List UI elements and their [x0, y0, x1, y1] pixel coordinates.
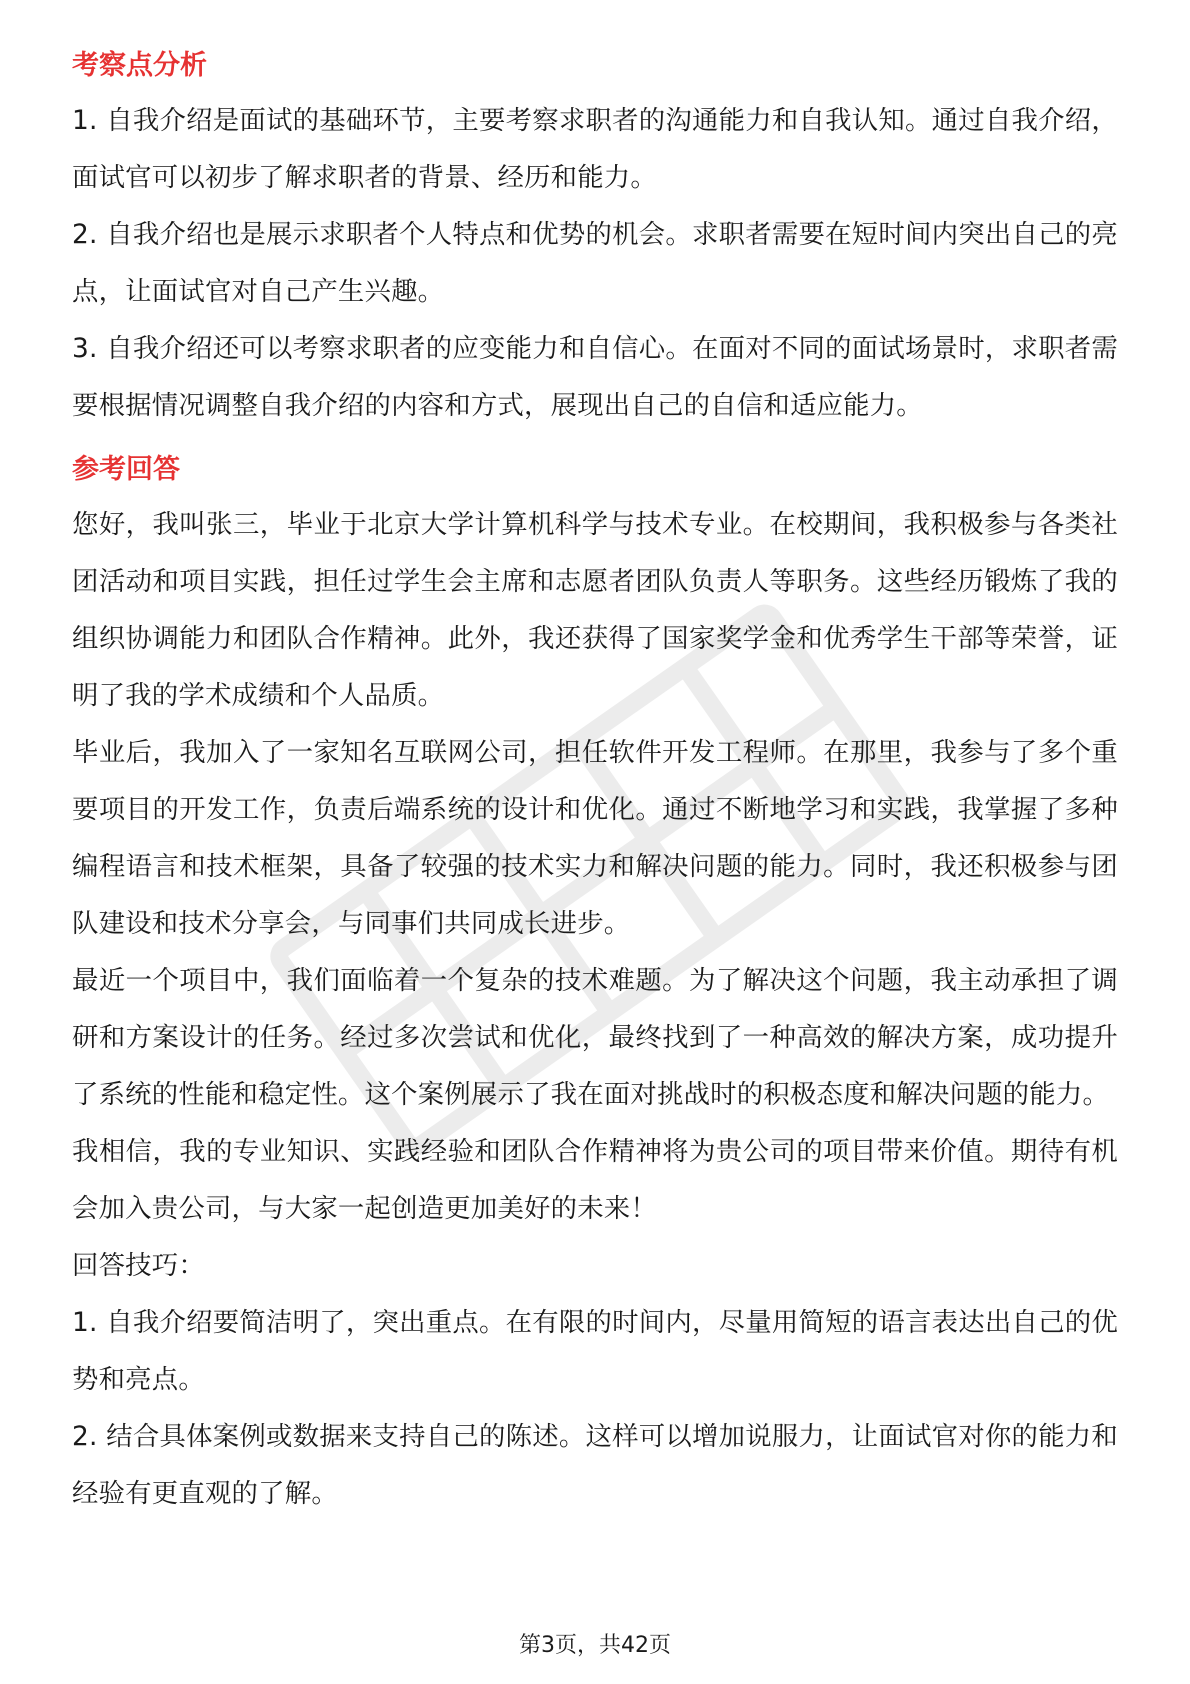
paragraph: 2. 自我介绍也是展示求职者个人特点和优势的机会。求职者需要在短时间内突出自己的亮点，让面试官对自己产生兴趣。 [72, 219, 1118, 307]
paragraph: 毕业后，我加入了一家知名互联网公司，担任软件开发工程师。在那里，我参与了多个重要项目的开发工作，负责后端系统的设计和优化。通过不断地学习和实践，我掌握了多种编程语言和技术框架，具备了较强的技术实力和解决问题的能力。同时，我还积极参与团队建设和技术分享会，与同事们共同成长进步。 [72, 737, 1118, 939]
section-gap [72, 434, 1118, 450]
section-heading-answer: 参考回答 [72, 454, 180, 485]
document-page [72, 46, 1118, 1522]
page-number: 第3页，共42页 [519, 1633, 671, 1658]
paragraph: 3. 自我介绍还可以考察求职者的应变能力和自信心。在面对不同的面试场景时，求职者需要根据情况调整自我介绍的内容和方式，展现出自己的自信和适应能力。 [72, 333, 1118, 421]
section-heading-analysis: 考察点分析 [72, 50, 207, 81]
answer-tips-label: 回答技巧： [72, 1250, 205, 1281]
paragraph: 您好，我叫张三，毕业于北京大学计算机科学与技术专业。在校期间，我积极参与各类社团活动和项目实践，担任过学生会主席和志愿者团队负责人等职务。这些经历锻炼了我的组织协调能力和团队合作精神。此外，我还获得了国家奖学金和优秀学生干部等荣誉，证明了我的学术成绩和个人品质。 [72, 509, 1118, 711]
paragraph: 2. 结合具体案例或数据来支持自己的陈述。这样可以增加说服力，让面试官对你的能力和经验有更直观的了解。 [72, 1421, 1118, 1509]
paragraph: 最近一个项目中，我们面临着一个复杂的技术难题。为了解决这个问题，我主动承担了调研和方案设计的任务。经过多次尝试和优化，最终找到了一种高效的解决方案，成功提升了系统的性能和稳定性。这个案例展示了我在面对挑战时的积极态度和解决问题的能力。 [72, 965, 1118, 1110]
paragraph: 1. 自我介绍要简洁明了，突出重点。在有限的时间内，尽量用简短的语言表达出自己的优势和亮点。 [72, 1307, 1118, 1395]
paragraph: 1. 自我介绍是面试的基础环节，主要考察求职者的沟通能力和自我认知。通过自我介绍，面试官可以初步了解求职者的背景、经历和能力。 [72, 105, 1118, 193]
paragraph: 我相信，我的专业知识、实践经验和团队合作精神将为贵公司的项目带来价值。期待有机会加入贵公司，与大家一起创造更加美好的未来！ [72, 1136, 1118, 1224]
